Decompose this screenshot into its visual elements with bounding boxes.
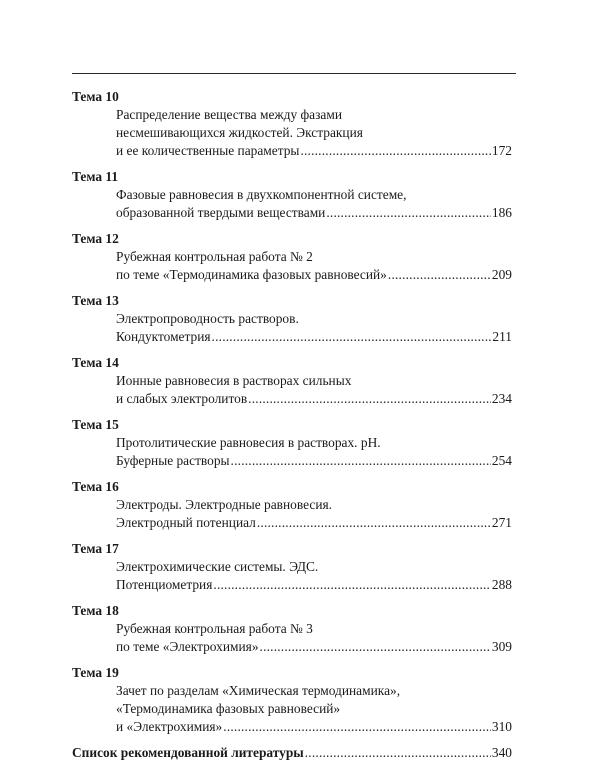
dot-leader bbox=[388, 266, 491, 284]
topic-title-line: и ее количественные параметры bbox=[116, 143, 300, 158]
page-number[interactable]: 309 bbox=[491, 639, 512, 654]
topic-last-line bbox=[116, 718, 512, 736]
topic-title-line: Буферные растворы bbox=[116, 453, 230, 468]
topic-description bbox=[72, 372, 512, 408]
toc-entry[interactable] bbox=[72, 292, 512, 346]
top-divider bbox=[72, 73, 516, 74]
topic-description bbox=[72, 248, 512, 284]
topic-title-line: Потенциометрия bbox=[116, 577, 213, 592]
table-of-contents bbox=[72, 88, 512, 762]
topic-label: Тема 12 bbox=[72, 231, 119, 246]
topic-title-line: Электрохимические системы. ЭДС. bbox=[116, 559, 319, 574]
toc-entry[interactable] bbox=[72, 478, 512, 532]
toc-entry[interactable] bbox=[72, 230, 512, 284]
topic-last-line bbox=[116, 142, 512, 160]
topic-title-line: Электропроводность растворов. bbox=[116, 311, 299, 326]
topic-description bbox=[72, 496, 512, 532]
topic-title-line: и слабых электролитов bbox=[116, 391, 248, 406]
topic-label: Тема 14 bbox=[72, 355, 119, 370]
topic-description bbox=[72, 186, 512, 222]
page-number[interactable]: 211 bbox=[492, 329, 512, 344]
topic-title-line: Фазовые равновесия в двухкомпонентной системе, bbox=[116, 187, 407, 202]
topic-title-line: Электродный потенциал bbox=[116, 515, 256, 530]
topic-label: Тема 16 bbox=[72, 479, 119, 494]
toc-entry[interactable] bbox=[72, 168, 512, 222]
topic-last-line bbox=[116, 266, 512, 284]
page-number[interactable]: 310 bbox=[491, 719, 512, 734]
topic-last-line bbox=[116, 204, 512, 222]
topic-last-line bbox=[116, 390, 512, 408]
topic-last-line bbox=[116, 328, 512, 346]
toc-entry[interactable] bbox=[72, 354, 512, 408]
dot-leader bbox=[305, 744, 491, 762]
topic-title-line: несмешивающихся жидкостей. Экстракция bbox=[116, 125, 363, 140]
toc-entry[interactable] bbox=[72, 664, 512, 736]
topic-label: Тема 15 bbox=[72, 417, 119, 432]
page-number[interactable]: 340 bbox=[491, 745, 512, 760]
topic-title-line: Ионные равновесия в растворах сильных bbox=[116, 373, 352, 388]
topic-last-line bbox=[116, 514, 512, 532]
page-number[interactable]: 234 bbox=[491, 391, 512, 406]
topic-label: Тема 13 bbox=[72, 293, 119, 308]
topic-title-line: образованной твердыми веществами bbox=[116, 205, 326, 220]
dot-leader bbox=[248, 390, 491, 408]
toc-entry[interactable] bbox=[72, 88, 512, 160]
topic-description bbox=[72, 558, 512, 594]
page-number[interactable]: 271 bbox=[491, 515, 512, 530]
topic-title-line: Рубежная контрольная работа № 3 bbox=[116, 621, 313, 636]
dot-leader bbox=[213, 576, 491, 594]
topic-description bbox=[72, 682, 512, 736]
topic-last-line bbox=[116, 452, 512, 470]
topic-title-line: Рубежная контрольная работа № 2 bbox=[116, 249, 313, 264]
topic-label: Тема 10 bbox=[72, 89, 119, 104]
topic-last-line bbox=[116, 638, 512, 656]
topic-title-line: Кондуктометрия bbox=[116, 329, 211, 344]
topic-label: Тема 17 bbox=[72, 541, 119, 556]
topic-description bbox=[72, 620, 512, 656]
page-number[interactable]: 288 bbox=[491, 577, 512, 592]
page-number[interactable]: 254 bbox=[491, 453, 512, 468]
dot-leader bbox=[212, 328, 492, 346]
topic-label: Тема 11 bbox=[72, 169, 119, 184]
dot-leader bbox=[257, 514, 491, 532]
topic-last-line bbox=[116, 576, 512, 594]
dot-leader bbox=[223, 718, 491, 736]
page-number[interactable]: 172 bbox=[491, 143, 512, 158]
topic-description bbox=[72, 310, 512, 346]
page-number[interactable]: 186 bbox=[491, 205, 512, 220]
topic-label: Тема 19 bbox=[72, 665, 119, 680]
toc-entry[interactable] bbox=[72, 416, 512, 470]
page-number[interactable]: 209 bbox=[491, 267, 512, 282]
toc-entry[interactable] bbox=[72, 540, 512, 594]
topic-title-line: и «Электрохимия» bbox=[116, 719, 223, 734]
toc-entry[interactable] bbox=[72, 602, 512, 656]
topic-title-line: Протолитические равновесия в растворах. pH. bbox=[116, 435, 381, 450]
topic-title-line: Распределение вещества между фазами bbox=[116, 107, 342, 122]
topic-title-line: Электроды. Электродные равновесия. bbox=[116, 497, 333, 512]
dot-leader bbox=[231, 452, 491, 470]
dot-leader bbox=[300, 142, 490, 160]
bibliography-label: Список рекомендованной литературы bbox=[72, 745, 304, 760]
topic-title-line: Зачет по разделам «Химическая термодинамика», bbox=[116, 683, 401, 698]
topic-title-line: по теме «Электрохимия» bbox=[116, 639, 259, 654]
topic-description bbox=[72, 106, 512, 160]
topic-description bbox=[72, 434, 512, 470]
dot-leader bbox=[326, 204, 491, 222]
toc-bibliography-entry[interactable] bbox=[72, 744, 512, 762]
topic-title-line: «Термодинамика фазовых равновесий» bbox=[116, 701, 341, 716]
topic-label: Тема 18 bbox=[72, 603, 119, 618]
dot-leader bbox=[260, 638, 491, 656]
topic-title-line: по теме «Термодинамика фазовых равновесий» bbox=[116, 267, 387, 282]
